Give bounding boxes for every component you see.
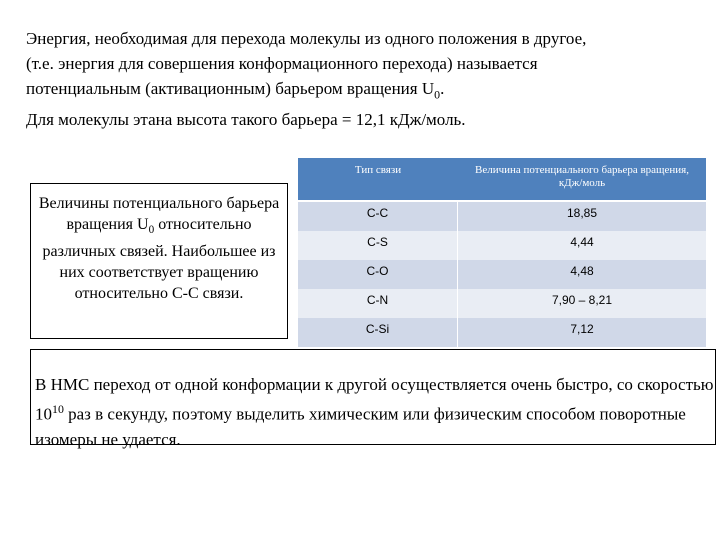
value-cell: 7,12 [570, 322, 594, 336]
bond-cell: C-O [298, 260, 458, 289]
barrier-table [298, 158, 706, 346]
intro-line-3: потенциальным (активационным) барьером вращения U [26, 79, 435, 98]
outro-box [30, 349, 716, 449]
bond-cell: C-C [298, 202, 458, 231]
bond-cell: C-N [298, 289, 458, 318]
note-subscript: 0 [148, 224, 155, 237]
table-row [298, 318, 706, 347]
note-box [30, 183, 288, 339]
ethane-barrier-line: Для молекулы этана высота такого барьера = 12,1 кДж/моль. [26, 110, 466, 130]
table-row [298, 231, 706, 260]
table-row [298, 260, 706, 289]
note-text-2: относительно различных связей. Наибольшее из них соответствует вращению относительно С-С связи. [42, 216, 276, 303]
value-cell: 4,48 [570, 264, 594, 278]
value-cell: 18,85 [566, 206, 598, 220]
outro-superscript: 10 [52, 402, 64, 416]
outro-text-1: В НМС переход от одной конформации к другой осуществляется очень быстро, со скоростью 10 [35, 375, 714, 424]
intro-subscript: 0 [434, 87, 441, 102]
table-header [298, 158, 706, 202]
bond-cell: C-Si [298, 318, 458, 347]
intro-period: . [440, 79, 445, 98]
table-row [298, 202, 706, 231]
intro-text [26, 26, 706, 132]
value-cell: 7,90 – 8,21 [551, 293, 613, 307]
intro-paragraph [26, 26, 706, 107]
value-cell: 4,44 [570, 235, 594, 249]
table-row [298, 289, 706, 318]
bond-cell: C-S [298, 231, 458, 260]
intro-line-1: Энергия, необходимая для перехода молекулы из одного положения в другое, [26, 29, 587, 48]
intro-line-2: (т.е. энергия для совершения конформационного перехода) называется [26, 54, 538, 73]
outro-text-2: раз в секунду, поэтому выделить химическим или физическим способом поворотные изомеры не удается. [35, 404, 686, 449]
note-text-1: Величины потенциального барьера вращения U [38, 195, 280, 233]
header-bond-type: Тип связи [354, 164, 402, 176]
header-barrier-value: Величина потенциального барьера вращения, кДж/моль [474, 164, 689, 189]
